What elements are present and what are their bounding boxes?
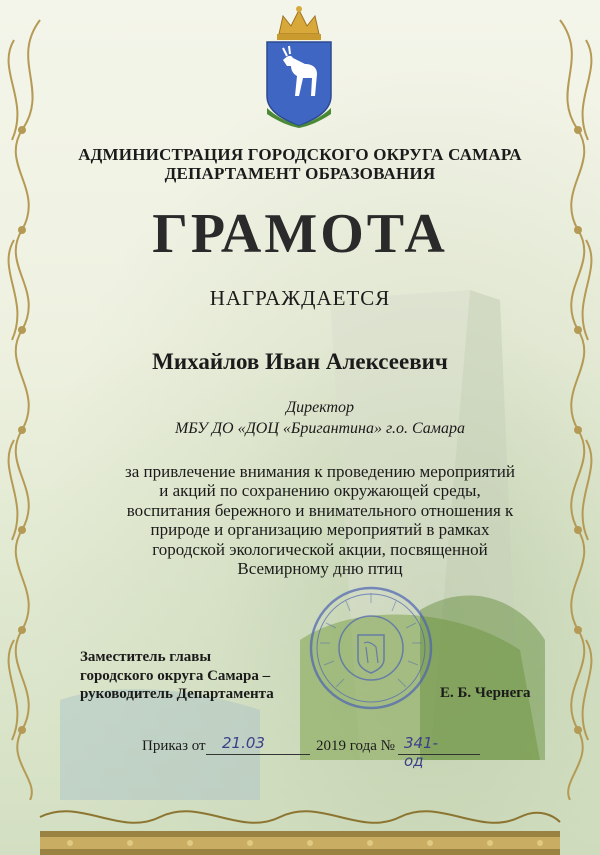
signatory-title-line: городского округа Самара – xyxy=(80,667,271,684)
reason-line: природе и организацию мероприятий в рамках xyxy=(150,520,490,540)
order-number: 341-од xyxy=(404,734,439,770)
signatory-title-line: руководитель Департамента xyxy=(80,686,274,702)
reason-line: и акций по сохранению окружающей среды, xyxy=(159,481,481,501)
recipient-organization: МБУ ДО «ДОЦ «Бригантина» г.о. Самара xyxy=(174,420,466,437)
award-reason xyxy=(20,462,600,578)
bottom-ornament-border xyxy=(0,797,600,855)
reason-line: за привлечение внимания к проведению мероприятий xyxy=(124,462,515,481)
organization-line-2: ДЕПАРТАМЕНТ ОБРАЗОВАНИЯ xyxy=(164,164,436,183)
reason-line: воспитания бережного и внимательного отношения к xyxy=(126,500,514,520)
reason-line: городской экологической акции, посвященной xyxy=(152,539,488,559)
samara-coat-of-arms-icon xyxy=(253,4,345,130)
order-year: 2019 года № xyxy=(316,738,395,754)
order-number-underline xyxy=(398,754,480,755)
order-prefix: Приказ от xyxy=(142,738,206,754)
signatory-name: Е. Б. Чернега xyxy=(440,685,531,701)
organization-line-1: АДМИНИСТРАЦИЯ ГОРОДСКОГО ОКРУГА САМАРА xyxy=(78,145,522,164)
official-round-stamp-icon xyxy=(306,583,436,713)
recipient-position: Директор xyxy=(285,399,355,416)
reason-line: Всемирному дню птиц xyxy=(237,559,403,579)
order-date: 21.03 xyxy=(222,734,265,752)
order-date-underline xyxy=(206,754,310,755)
signatory-title-line: Заместитель главы xyxy=(80,649,212,665)
signatory-title xyxy=(80,648,274,704)
recipient-name: Михайлов Иван Алексеевич xyxy=(152,349,448,374)
awarded-label: НАГРАЖДАЕТСЯ xyxy=(209,286,391,310)
certificate-title: ГРАМОТА xyxy=(152,203,448,265)
